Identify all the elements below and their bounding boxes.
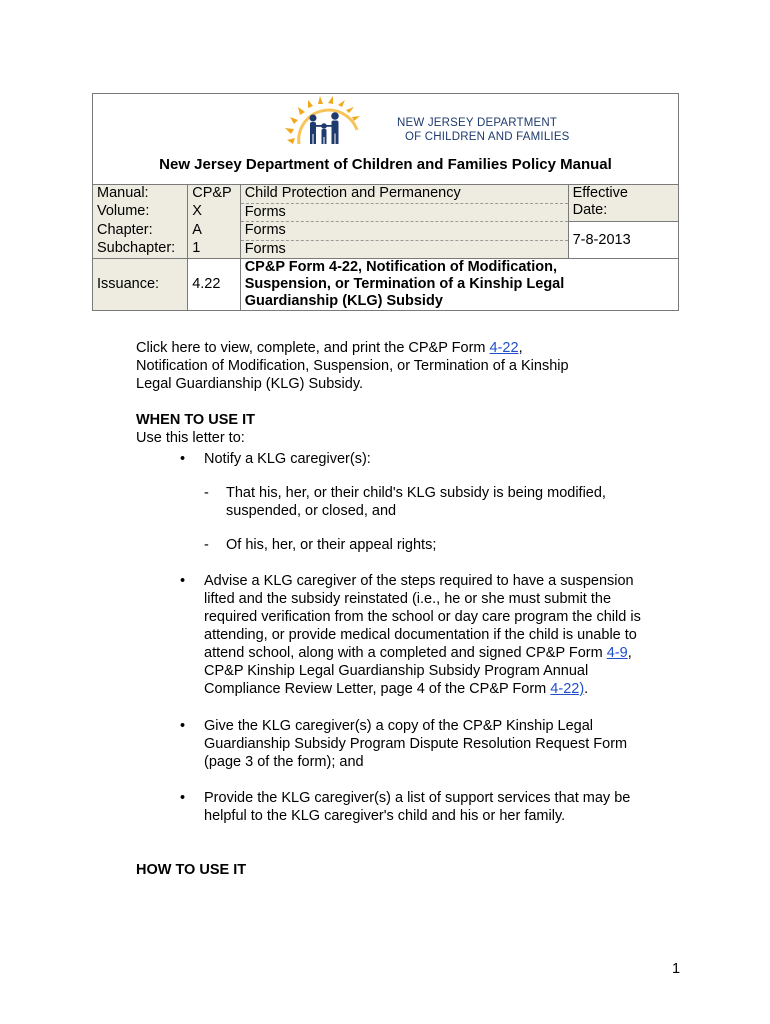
bullet-text: , <box>627 645 632 661</box>
bullet-text: Notify a KLG caregiver(s): <box>204 451 371 467</box>
bullet-text: lifted and the subsidy reinstated (i.e., he or she must submit the <box>204 591 612 607</box>
sub-text: That his, her, or their child's KLG subsidy is being modified, <box>226 485 606 501</box>
form-4-9-link[interactable]: 4-9 <box>606 645 628 661</box>
intro-text: Legal Guardianship (KLG) Subsidy. <box>136 376 364 392</box>
manual-title: New Jersey Department of Children and Families Policy Manual <box>159 156 612 173</box>
list-item <box>136 789 656 825</box>
effective-date: 7-8-2013 <box>568 222 678 259</box>
meta-value: Forms <box>240 240 568 259</box>
intro-text: Notification of Modification, Suspension, or Termination of a Kinship <box>136 358 569 374</box>
family-sun-icon <box>283 96 395 148</box>
meta-value: Child Protection and Permanency <box>240 185 568 204</box>
dash-icon: - <box>204 485 209 501</box>
bullet-text: . <box>584 681 589 697</box>
bullet-text: (page 3 of the form); and <box>204 754 364 770</box>
bullet-icon: • <box>180 573 186 589</box>
bullet-text: CP&P Kinship Legal Guardianship Subsidy Program Annual <box>204 663 589 679</box>
issuance-title-line: Suspension, or Termination of a Kinship Legal <box>244 276 565 292</box>
list-item <box>136 717 656 771</box>
issuance-title <box>240 259 678 311</box>
dcf-logo <box>283 96 570 148</box>
bullet-text: required verification from the school or day care program the child is <box>204 609 641 625</box>
header-box <box>92 93 679 184</box>
sub-text: suspended, or closed, and <box>226 503 397 519</box>
intro-text: , <box>518 340 523 356</box>
page-number: 1 <box>672 961 681 977</box>
meta-row-manual <box>93 185 679 204</box>
meta-row-chapter <box>93 222 679 241</box>
issuance-label: Issuance: <box>93 259 188 311</box>
sub-list-item <box>136 484 656 520</box>
intro-paragraph <box>136 339 656 393</box>
bullet-text: Advise a KLG caregiver of the steps required to have a suspension <box>204 573 634 589</box>
org-name <box>397 116 570 144</box>
bullet-icon: • <box>180 451 186 467</box>
bullet-text: Provide the KLG caregiver(s) a list of support services that may be <box>204 790 631 806</box>
org-name-line2: OF CHILDREN AND FAMILIES <box>405 131 570 143</box>
sub-list-item <box>136 536 656 554</box>
form-4-22-page-link[interactable]: 4-22) <box>550 681 585 697</box>
meta-code: X <box>188 203 240 222</box>
form-4-22-link[interactable]: 4-22 <box>489 340 519 356</box>
bullet-text: Guardianship Subsidy Program Dispute Resolution Request Form <box>204 736 628 752</box>
bullet-text: Give the KLG caregiver(s) a copy of the CP&P Kinship Legal <box>204 718 594 734</box>
issuance-code: 4.22 <box>188 259 240 311</box>
meta-label: Subchapter: <box>93 240 188 259</box>
when-to-use-heading: WHEN TO USE IT <box>136 412 255 428</box>
issuance-title-line: Guardianship (KLG) Subsidy <box>244 293 443 309</box>
meta-label: Manual: <box>93 185 188 204</box>
list-item <box>136 572 656 698</box>
meta-label: Chapter: <box>93 222 188 241</box>
issuance-title-line: CP&P Form 4-22, Notification of Modification, <box>244 259 558 275</box>
meta-code: 1 <box>188 240 240 259</box>
org-name-line1: NEW JERSEY DEPARTMENT <box>397 117 558 129</box>
meta-label: Volume: <box>93 203 188 222</box>
bullet-icon: • <box>180 790 186 806</box>
bullet-icon: • <box>180 718 186 734</box>
meta-value: Forms <box>240 203 568 222</box>
bullet-text: Compliance Review Letter, page 4 of the CP&P Form <box>204 681 551 697</box>
policy-body <box>136 339 656 879</box>
dash-icon: - <box>204 537 209 553</box>
meta-code: CP&P <box>188 185 240 204</box>
intro-text: Click here to view, complete, and print the CP&P Form <box>136 340 490 356</box>
bullet-text: attending, or provide medical documentation if the child is unable to <box>204 627 637 643</box>
effective-label-2: Date: <box>572 202 608 218</box>
sub-text: Of his, her, or their appeal rights; <box>226 537 437 553</box>
meta-code: A <box>188 222 240 241</box>
meta-value: Forms <box>240 222 568 241</box>
bullet-text: attend school, along with a completed and signed CP&P Form <box>204 645 607 661</box>
bullet-text: helpful to the KLG caregiver's child and his or her family. <box>204 808 566 824</box>
policy-meta-table <box>92 184 679 311</box>
use-letter-text: Use this letter to: <box>136 430 245 446</box>
meta-row-issuance <box>93 259 679 311</box>
effective-label-1: Effective <box>572 185 628 201</box>
how-to-use-heading: HOW TO USE IT <box>136 862 247 878</box>
list-item <box>136 450 656 468</box>
